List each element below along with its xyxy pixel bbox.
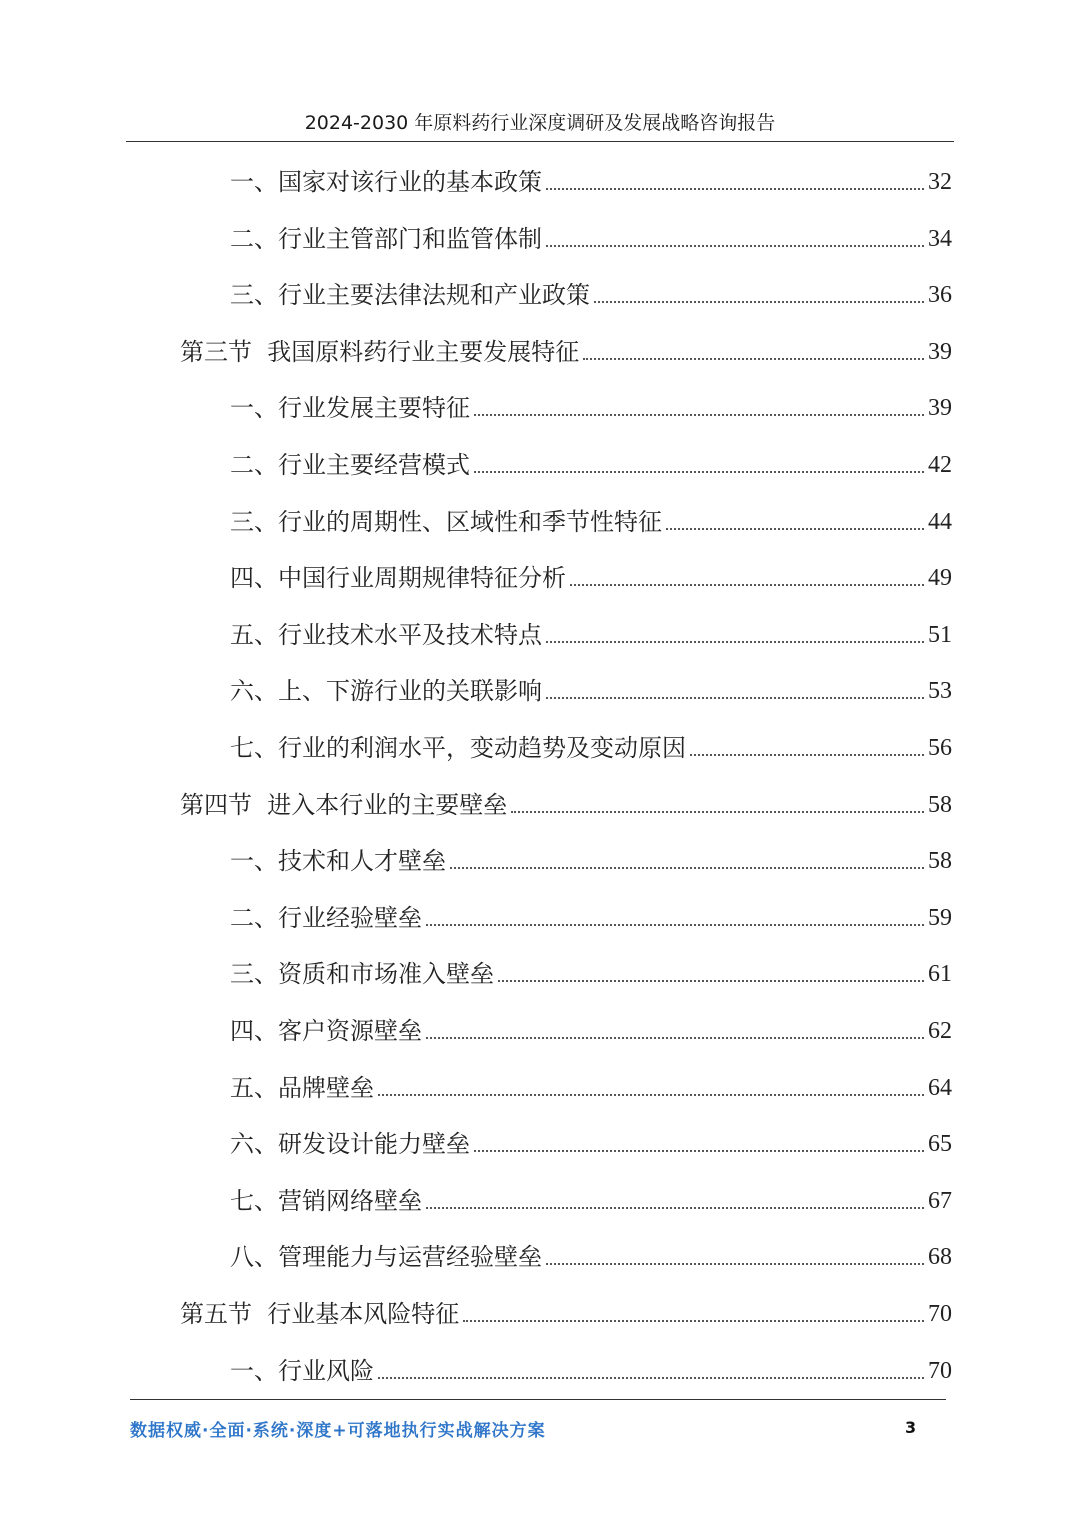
- toc-dot-leader: [463, 1320, 924, 1322]
- toc-dot-leader: [666, 528, 924, 530]
- toc-dot-leader: [546, 641, 924, 643]
- toc-entry[interactable]: [230, 380, 952, 423]
- toc-entry-title: 八、管理能力与运营经验壁垒: [230, 1243, 542, 1272]
- toc-dot-leader: [546, 697, 924, 699]
- toc-entry-page: 59: [928, 904, 952, 931]
- toc-entry[interactable]: [230, 211, 952, 251]
- toc-dot-leader: [511, 811, 924, 813]
- toc-entry-page: 70: [928, 1301, 952, 1327]
- toc-entry-page: 42: [928, 452, 952, 478]
- toc-entry-title: 二、行业主要经营模式: [230, 451, 470, 479]
- toc-entry-title: 第四节 进入本行业的主要壁垒: [180, 790, 508, 819]
- toc-entry-title: 二、行业主管部门和监管体制: [230, 224, 542, 253]
- toc-entry-title: 第五节 行业基本风险特征: [180, 1300, 460, 1328]
- toc-entry-title: 三、行业的周期性、区域性和季节性特征: [230, 507, 662, 536]
- toc-entry-title: 一、行业发展主要特征: [230, 394, 470, 423]
- toc-entry-title: 六、上、下游行业的关联影响: [230, 677, 542, 706]
- toc-entry[interactable]: [230, 1343, 952, 1383]
- page-number: 3: [905, 1418, 917, 1437]
- toc-dot-leader: [546, 188, 924, 190]
- toc-entry-page: 61: [928, 961, 952, 988]
- toc-entry-title: 一、国家对该行业的基本政策: [230, 168, 542, 196]
- toc-entry-title: 一、行业风险: [230, 1356, 374, 1385]
- toc-dot-leader: [583, 358, 924, 360]
- toc-entry[interactable]: [230, 1116, 952, 1159]
- toc-entry-page: 65: [928, 1131, 952, 1158]
- toc-entry-page: 70: [928, 1357, 952, 1384]
- toc-entry[interactable]: [230, 154, 952, 194]
- toc-entry-page: 36: [928, 282, 952, 309]
- toc-entry-page: 64: [928, 1074, 952, 1101]
- toc-dot-leader: [426, 1207, 924, 1209]
- toc-entry[interactable]: [230, 437, 952, 477]
- toc-section-entry[interactable]: [180, 324, 952, 364]
- toc-entry-title: 第三节 我国原料药行业主要发展特征: [180, 337, 580, 366]
- toc-entry-page: 58: [928, 848, 952, 875]
- toc-entry-page: 58: [928, 791, 952, 818]
- toc-entry-title: 四、中国行业周期规律特征分析: [230, 564, 566, 593]
- toc-entry[interactable]: [230, 1003, 952, 1043]
- toc-dot-leader: [474, 414, 924, 416]
- toc-entry-page: 62: [928, 1018, 952, 1044]
- toc-entry-page: 56: [928, 735, 952, 761]
- toc-entry-page: 39: [928, 338, 952, 365]
- toc-entry-page: 67: [928, 1187, 952, 1214]
- toc-entry-page: 53: [928, 678, 952, 705]
- toc-entry[interactable]: [230, 1229, 952, 1272]
- toc-entry-page: 34: [928, 225, 952, 252]
- toc-entry-title: 四、客户资源壁垒: [230, 1017, 422, 1045]
- toc-dot-leader: [426, 924, 924, 926]
- toc-entry-title: 三、资质和市场准入壁垒: [230, 960, 494, 989]
- toc-entry-page: 44: [928, 508, 952, 535]
- toc-dot-leader: [546, 1263, 924, 1265]
- toc-entry[interactable]: [230, 663, 952, 706]
- header-divider: [126, 141, 954, 142]
- report-title: 2024-2030 年原料药行业深度调研及发展战略咨询报告: [304, 112, 776, 134]
- toc-section-entry[interactable]: [180, 777, 952, 817]
- toc-entry-title: 七、营销网络壁垒: [230, 1186, 422, 1215]
- toc-entry-page: 32: [928, 169, 952, 195]
- toc-entry[interactable]: [230, 494, 952, 534]
- toc-entry-title: 一、技术和人才壁垒: [230, 847, 446, 876]
- toc-entry[interactable]: [230, 267, 952, 310]
- toc-dot-leader: [378, 1377, 924, 1379]
- toc-dot-leader: [426, 1037, 924, 1039]
- toc-section-entry[interactable]: [180, 1286, 952, 1326]
- toc-entry[interactable]: [230, 890, 952, 930]
- toc-entry-title: 三、行业主要法律法规和产业政策: [230, 281, 590, 310]
- footer-divider: [130, 1399, 946, 1400]
- toc-entry[interactable]: [230, 833, 952, 876]
- toc-entry[interactable]: [230, 720, 952, 760]
- footer-slogan: 数据权威·全面·系统·深度+可落地执行实战解决方案: [130, 1421, 546, 1441]
- toc-entry-title: 五、行业技术水平及技术特点: [230, 620, 542, 649]
- toc-entry-title: 二、行业经验壁垒: [230, 903, 422, 932]
- toc-entry[interactable]: [230, 1173, 952, 1213]
- toc-dot-leader: [498, 980, 924, 982]
- toc-entry-title: 六、研发设计能力壁垒: [230, 1130, 470, 1159]
- toc-dot-leader: [450, 867, 924, 869]
- toc-entry-page: 49: [928, 565, 952, 592]
- toc-entry-title: 七、行业的利润水平，变动趋势及变动原因: [230, 734, 686, 762]
- toc-dot-leader: [474, 471, 924, 473]
- toc-entry[interactable]: [230, 550, 952, 593]
- toc-dot-leader: [594, 301, 924, 303]
- toc-dot-leader: [570, 584, 924, 586]
- toc-entry-page: 51: [928, 621, 952, 648]
- toc-entry[interactable]: [230, 607, 952, 647]
- toc-entry[interactable]: [230, 946, 952, 989]
- toc-entry[interactable]: [230, 1060, 952, 1100]
- toc-dot-leader: [474, 1150, 924, 1152]
- toc-entry-title: 五、品牌壁垒: [230, 1073, 374, 1102]
- toc-entry-page: 39: [928, 395, 952, 422]
- toc-dot-leader: [690, 754, 924, 756]
- toc-entry-page: 68: [928, 1244, 952, 1271]
- toc-dot-leader: [546, 245, 924, 247]
- toc-dot-leader: [378, 1094, 924, 1096]
